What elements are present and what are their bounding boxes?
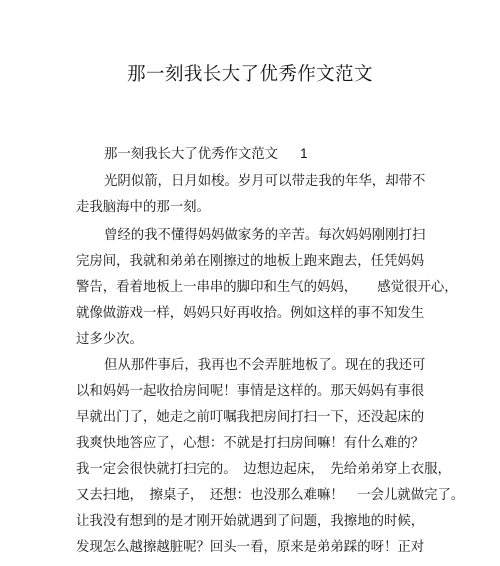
paragraph-line: 我一定会很快就打扫完的。 边想边起床， 先给弟弟穿上衣服， bbox=[76, 462, 451, 477]
subtitle-text: 那一刻我长大了优秀作文范文 bbox=[104, 147, 279, 162]
subtitle-number: 1 bbox=[300, 146, 308, 161]
document-title: 那一刻我长大了优秀作文范文 bbox=[127, 64, 373, 85]
paragraph-line: 我爽快地答应了，心想：不就是打扫房间嘛！有什么难的？ bbox=[76, 436, 425, 451]
paragraph-line: 警告，看着地板上一串串的脚印和生气的妈妈， 感觉很开心， bbox=[76, 280, 458, 295]
paragraph-line: 早就出门了，她走之前叮嘱我把房间打扫一下，还没起床的 bbox=[76, 410, 425, 425]
paragraph-line: 但从那件事后，我再也不会弄脏地板了。现在的我还可 bbox=[104, 358, 426, 373]
paragraph-line: 以和妈妈一起收拾房间呢！事情是这样的。那天妈妈有事很 bbox=[76, 384, 425, 399]
paragraph-line: 走我脑海中的那一刻。 bbox=[76, 200, 210, 215]
paragraph-line: 曾经的我不懂得妈妈做家务的辛苦。每次妈妈刚刚打扫 bbox=[104, 228, 426, 243]
paragraph-line: 让我没有想到的是才刚开始就遇到了问题，我擦地的时候， bbox=[76, 514, 425, 529]
paragraph-line: 发现怎么越擦越脏呢？回头一看，原来是弟弟踩的呀！正对 bbox=[76, 540, 425, 555]
document-subtitle bbox=[104, 144, 308, 165]
paragraph-line: 就像做游戏一样，妈妈只好再收拾。例如这样的事不知发生 bbox=[76, 306, 425, 321]
paragraph-line: 过多少次。 bbox=[76, 332, 143, 347]
paragraph-line: 光阴似箭，日月如梭。岁月可以带走我的年华，却带不 bbox=[104, 174, 426, 189]
paragraph-line: 又去扫地， 擦桌子， 还想：也没那么难嘛！ 一会儿就做完了。 bbox=[76, 488, 465, 503]
paragraph-line: 完房间，我就和弟弟在刚擦过的地板上跑来跑去，任凭妈妈 bbox=[76, 254, 425, 269]
